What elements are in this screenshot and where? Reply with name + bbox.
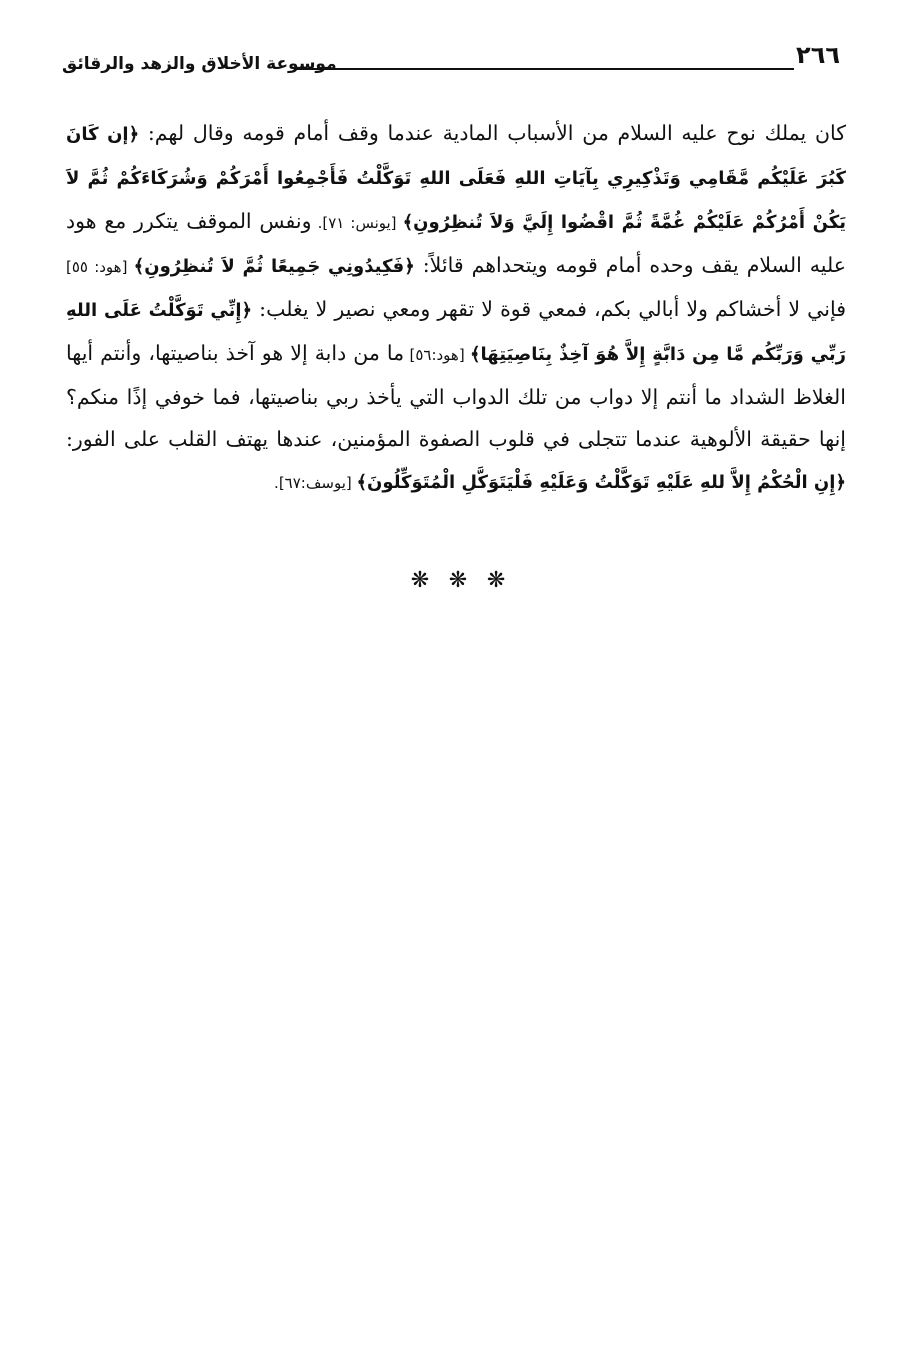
running-title: موسوعة الأخلاق والزهد والرقائق: [62, 54, 337, 74]
text-segment: كان يملك نوح عليه السلام من الأسباب المادية عندما وقف أمام قومه وقال لهم:: [139, 121, 847, 145]
page-header: [62, 40, 852, 88]
body-paragraph: [66, 112, 846, 504]
quran-verse: ﴿إن كَانَ كَبُرَ عَلَيْكُم مَّقَامِي وَتَذْكِيرِي بِآيَاتِ اللهِ فَعَلَى اللهِ تَوَكَّلْتُ فَأَجْمِعُوا أَمْرَكُمْ وَشُرَكَاءَكُمْ ثُمَّ لاَ يَكُنْ أَمْرُكُمْ عَلَيْكُمْ غُمَّةً ثُمَّ اقْضُوا إِلَيَّ وَلاَ تُنظِرُونِ﴾: [66, 124, 846, 233]
text-segment: ما من دابة إلا هو آخذ بناصيتها، وأنتم أيها الغلاظ الشداد ما أنتم إلا دواب من تلك الدواب التي يأخذ ربي بناصيتها، فما خوفي إذًا منكم؟ إنها حقيقة الألوهية عندما تتجلى في قلوب الصفوة المؤمنين، عندها يهتف القلب على الفور:: [66, 341, 846, 451]
text-segment: فإني لا أخشاكم ولا أبالي بكم، فمعي قوة لا تقهر ومعي نصير لا يغلب:: [252, 297, 846, 321]
verse-reference: [يوسف:٦٧].: [274, 474, 357, 492]
verse-reference: [يونس: ٧١].: [311, 214, 403, 232]
page-number: ٢٦٦: [796, 41, 840, 69]
verse-reference: [هود:٥٦]: [404, 346, 470, 364]
verse-reference: [هود: ٥٥]: [66, 258, 134, 276]
text-segment: ونفس الموقف يتكرر مع هود عليه السلام يقف وحده أمام قومه ويتحداهم قائلاً:: [66, 209, 847, 277]
quran-verse: ﴿إِنِ الْحُكْمُ إِلاَّ للهِ عَلَيْهِ تَوَكَّلْتُ وَعَلَيْهِ فَلْيَتَوَكَّلِ الْمُتَوَكِّلُونَ﴾: [356, 472, 846, 493]
quran-verse: ﴿إِنِّي تَوَكَّلْتُ عَلَى اللهِ رَبِّي وَرَبِّكُم مَّا مِن دَابَّةٍ إِلاَّ هُوَ آخِذٌ بِنَاصِيَتِهَا﴾: [66, 300, 847, 365]
header-rule: [294, 68, 794, 70]
quran-verse: ﴿فَكِيدُونِي جَمِيعًا ثُمَّ لاَ تُنظِرُونِ﴾: [133, 256, 415, 277]
section-separator: ❋ ❋ ❋: [410, 568, 512, 593]
